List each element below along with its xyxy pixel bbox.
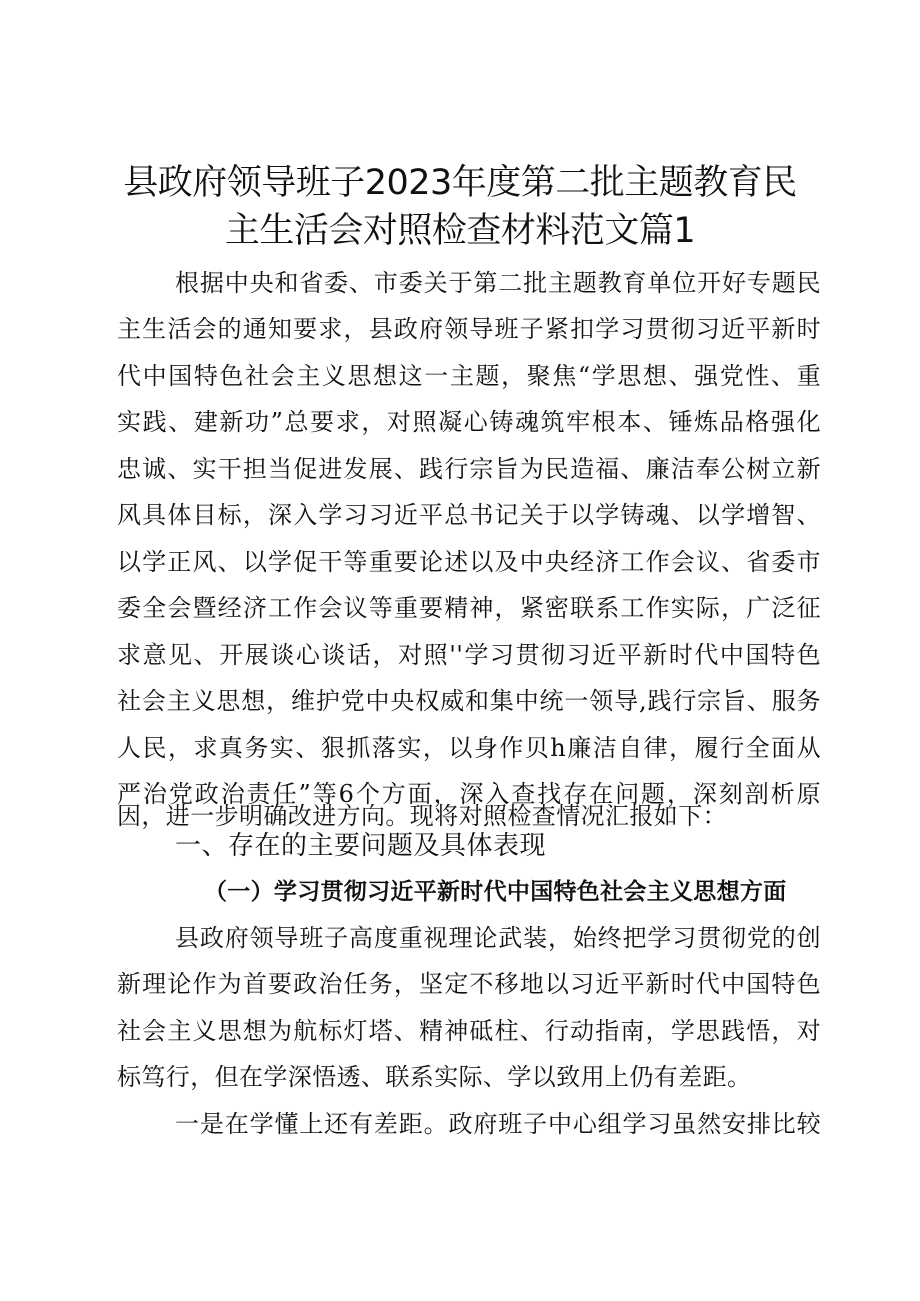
intro-paragraph-line: 求意见、开展谈心谈话，对照''学习贯彻习近平新时代中国特色	[117, 641, 821, 669]
section-heading-1: 一、存在的主要问题及具体表现	[175, 831, 547, 861]
section-paragraph-line: 新理论作为首要政治任务，坚定不移地以习近平新时代中国特色	[117, 970, 821, 998]
intro-paragraph-line: 主生活会的通知要求，县政府领导班子紧扣学习贯彻习近平新时	[117, 315, 821, 343]
section-paragraph-line: 标笃行，但在学深悟透、联系实际、学以致用上仍有差距。	[117, 1063, 752, 1091]
intro-paragraph-line: 风具体目标，深入学习习近平总书记关于以学铸魂、以学增智、	[117, 501, 821, 529]
intro-paragraph-line: 人民，求真务实、狠抓落实，以身作贝h廉洁自律，履行全面从	[117, 734, 821, 762]
document-title-line-2: 主生活会对照检查材料范文篇1	[224, 211, 696, 251]
intro-paragraph-line: 社会主义思想，维护党中央权威和集中统一领导,践行宗旨、服务	[117, 687, 821, 715]
section-paragraph-line: 社会主义思想为航标灯塔、精神砥柱、行动指南，学思践悟，对	[117, 1017, 821, 1045]
intro-paragraph-line: 实践、建新功”总要求，对照凝心铸魂筑牢根本、锤炼品格强化	[117, 408, 821, 436]
section-paragraph-line: 县政府领导班子高度重视理论武装，始终把学习贯彻党的创	[175, 924, 821, 952]
intro-paragraph-line: 委全会暨经济工作会议等重要精神，紧密联系工作实际，广泛征	[117, 594, 821, 622]
intro-paragraph-line-last: 因，进一步明确改进方向。现将对照检查情况汇报如下：	[117, 802, 727, 830]
subsection-heading-1: （一）学习贯彻习近平新时代中国特色社会主义思想方面	[204, 878, 787, 905]
intro-paragraph-line: 代中国特色社会主义思想这一主题，聚焦“学思想、强党性、重	[117, 362, 821, 390]
point-paragraph-line: 一是在学懂上还有差距。政府班子中心组学习虽然安排比较	[175, 1110, 821, 1138]
intro-paragraph-line: 严治党政治责任”等6个方面，深入查找存在问题，深刻剖析原	[117, 780, 821, 808]
intro-paragraph-line: 忠诚、实干担当促进发展、践行宗旨为民造福、廉洁奉公树立新	[117, 455, 821, 483]
intro-paragraph-line: 根据中央和省委、市委关于第二批主题教育单位开好专题民	[175, 269, 821, 297]
document-title-line-1: 县政府领导班子2023年度第二批主题教育民	[123, 163, 797, 203]
intro-paragraph-line: 以学正风、以学促干等重要论述以及中央经济工作会议、省委市	[117, 548, 821, 576]
